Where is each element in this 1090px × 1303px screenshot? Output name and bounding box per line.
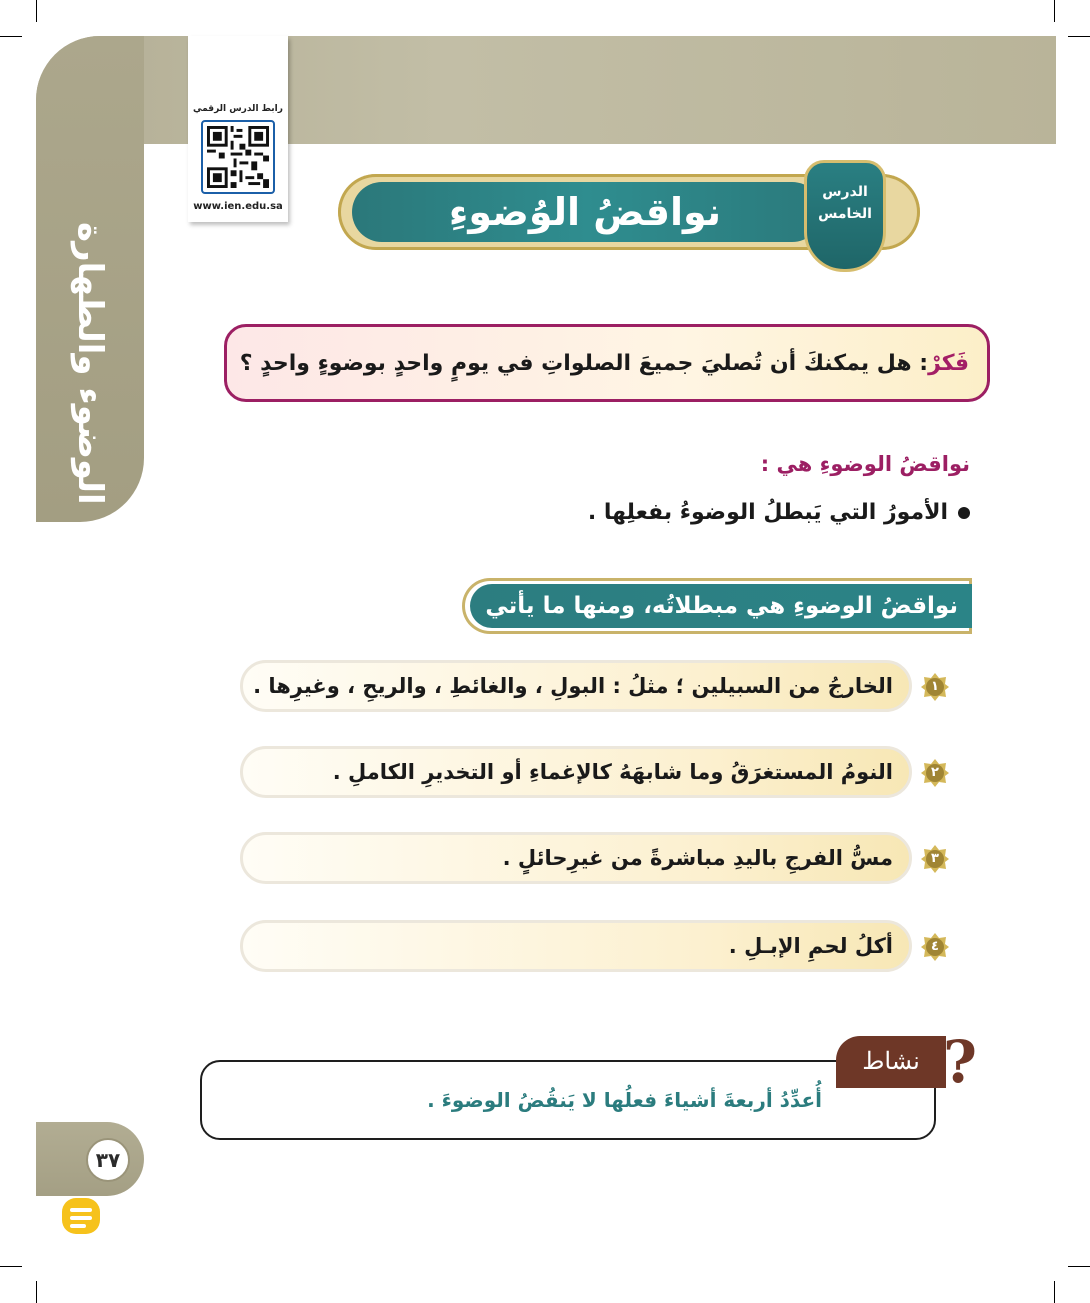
bullet-icon [958, 507, 970, 519]
definition-text-row [370, 500, 970, 525]
qr-label: رابط الدرس الرقمي [193, 104, 283, 114]
crop-mark [36, 1281, 37, 1303]
definition-text: الأمورُ التي يَبطلُ الوضوءُ بفعلِها . [587, 500, 948, 525]
crop-mark [36, 0, 37, 22]
list-item [240, 660, 912, 712]
item-number: ٢ [931, 765, 939, 780]
crop-mark [1054, 0, 1055, 22]
crop-mark [1068, 1266, 1090, 1267]
page-number: ٣٧ [86, 1138, 130, 1182]
think-prompt-box [224, 324, 990, 402]
definition-heading: نواقضُ الوضوءِ هي : [760, 452, 970, 476]
section-header: نواقضُ الوضوءِ هي مبطلاتُه، ومنها ما يأتي [470, 584, 972, 628]
item-number-badge [920, 758, 950, 788]
item-number-badge [920, 844, 950, 874]
list-item-text: الخارجُ من السبيلين ؛ مثلُ : البولِ ، والغائطِ ، والريحِ ، وغيرِها . [253, 674, 893, 698]
think-label: فَكرْ [928, 350, 969, 376]
publisher-logo-icon [58, 1196, 104, 1236]
activity-label: نشاط [836, 1036, 946, 1088]
list-item [240, 920, 912, 972]
list-item-text: النومُ المستغرَقُ وما شابهَهُ كالإغماءِ أو التخديرِ الكاملِ . [332, 760, 893, 784]
activity-box [200, 1060, 936, 1140]
list-item [240, 746, 912, 798]
crop-mark [0, 1266, 22, 1267]
unit-title: الوضوء والطهارة [70, 222, 110, 505]
lesson-badge-line2: الخامس [818, 206, 872, 222]
crop-mark [0, 36, 22, 37]
list-item-text: أكلُ لحمِ الإبـلِ . [728, 934, 893, 958]
question-mark-icon: ? [943, 1028, 977, 1096]
lesson-title: نواقضُ الوُضوءِ [448, 190, 722, 234]
item-number-badge [920, 672, 950, 702]
qr-url[interactable]: www.ien.edu.sa [193, 201, 283, 212]
think-question: : هل يمكنكَ أن تُصليَ جميعَ الصلواتِ في يومٍ واحدٍ بوضوءٍ واحدٍ ؟ [239, 350, 929, 376]
list-item [240, 832, 912, 884]
activity-text: أُعدِّدُ أربعةَ أشياءَ فعلُها لا يَنقُضُ الوضوءَ . [427, 1088, 822, 1112]
item-number: ١ [931, 679, 939, 694]
qr-code-icon[interactable] [201, 120, 275, 194]
lesson-badge-line1: الدرس [822, 184, 868, 200]
list-item-text: مسُّ الفرجِ باليدِ مباشرةً من غيرِحائلٍ . [502, 846, 893, 870]
item-number-badge [920, 932, 950, 962]
crop-mark [1054, 1281, 1055, 1303]
crop-mark [1068, 36, 1090, 37]
lesson-number-badge [804, 160, 886, 272]
item-number: ٣ [931, 851, 939, 866]
qr-card[interactable] [188, 36, 288, 222]
item-number: ٤ [931, 939, 939, 954]
